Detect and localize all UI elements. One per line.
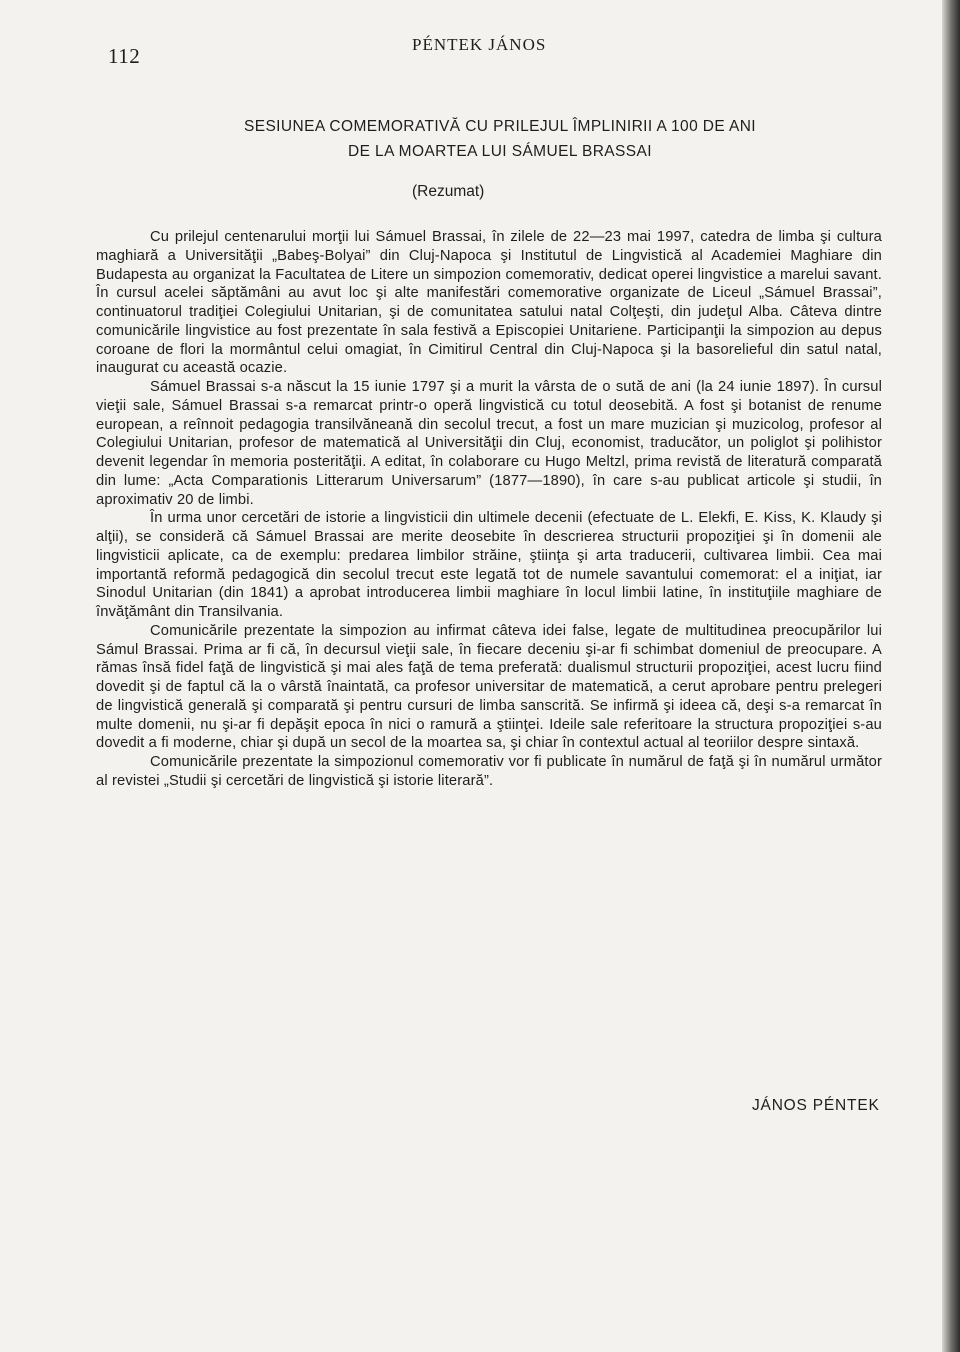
article-body [96,228,882,791]
article-subtitle: (Rezumat) [412,183,485,200]
paragraph-5: Comunicările prezentate la simpozionul comemorativ vor fi publicate în numărul de faţă şi în numărul următor al revistei „Studii şi cercetări de lingvistică şi istorie literară”. [96,754,882,789]
article-title-line-2: DE LA MOARTEA LUI SÁMUEL BRASSAI [348,143,652,160]
page-edge-shadow [942,0,960,1352]
article-title [120,114,880,164]
paragraph-2: Sámuel Brassai s-a născut la 15 iunie 1797 şi a murit la vârsta de o sută de ani (la 24 iunie 1897). În cursul vieţii sale, Sámuel Brassai s-a remarcat printr-o operă lingvistică cu totul deosebită. A fost şi botanist de renume european, a reînnoit pedagogia transilvăneană din secolul trecut, a fost un mare muzician şi muzicolog, profesor al Colegiului Unitarian, profesor de matematică al Universităţii din Cluj, economist, traducător, un poliglot şi polihistor devenit legendar în memoria posterităţii. A editat, în colaborare cu Hugo Meltzl, prima revistă de literatură comparată din lume: „Acta Comparationis Litterarum Universarum” (1877—1890), în care s-au publicat articole şi studii, în aproximativ 20 de limbi. [96,379,882,508]
author-signature: JÁNOS PÉNTEK [752,1097,880,1114]
paragraph-1: Cu prilejul centenarului morţii lui Sámuel Brassai, în zilele de 22—23 mai 1997, catedra de limba şi cultura maghiară a Universităţii „Babeş-Bolyai” din Cluj-Napoca şi Institutul de Lingvistică al Academiei Maghiare din Budapesta au organizat la Facultatea de Litere un simpozion comemorativ, dedicat operei lingvistice a marelui savant. În cursul acelei săptămâni au avut loc şi alte manifestări comemorative organizate de Liceul „Sámuel Brassai”, continuatorul tradiţiei Colegiului Unitarian, şi de comunitatea satului natal Colţeşti, din judeţul Alba. Câteva dintre comunicările lingvistice au fost prezentate în sala festivă a Episcopiei Unitariene. Participanţii la simpozion au depus coroane de flori la mormântul celui omagiat, în Cimitirul Central din Cluj-Napoca şi la basorelieful din satul natal, inaugurat cu această ocazie. [96,229,882,377]
article-title-line-1: SESIUNEA COMEMORATIVĂ CU PRILEJUL ÎMPLINIRII A 100 DE ANI [243,118,757,135]
paragraph-3: În urma unor cercetări de istorie a lingvisticii din ultimele decenii (efectuate de L. Elekfi, E. Kiss, K. Klaudy şi alţii), se consideră că Sámuel Brassai are merite deosebite în descrierea structurii propoziţiei şi în domenii ale lingvisticii aplicate, ca de exemplu: predarea limbilor străine, ştiinţa şi arta traducerii, cultivarea limbii. Cea mai importantă reformă pedagogică din secolul trecut este legată tot de numele savantului comemorat: el a iniţiat, iar Sinodul Unitarian (din 1841) a aprobat introducerea limbii maghiare în locul limbii latine, în instituţiile maghiare de învăţământ din Transilvania. [96,510,882,620]
paragraph-4: Comunicările prezentate la simpozion au infirmat câteva idei false, legate de multitudinea preocupărilor lui Sámul Brassai. Prima ar fi că, în decursul vieţii sale, în fiecare deceniu şi-ar fi schimbat domeniul de preocupare. A rămas însă fidel faţă de lingvistică şi mai ales faţă de tema preferată: dualismul structurii propoziţiei, acest lucru fiind dovedit şi de faptul că la o vârstă înaintată, ca profesor universitar de matematică, a cerut aprobare pentru prelegeri de lingvistică generală şi comparată şi pentru cursuri de limba sanscrită. Se infirmă şi ideea că, deşi s-a remarcat în multe domenii, nu şi-ar fi depăşit epoca în nici o ramură a ştiinţei. Ideile sale referitoare la structura propoziţiei s-au dovedit a fi moderne, chiar şi după un secol de la moartea sa, şi chiar în contextul actual al teoriilor despre sintaxă. [96,622,882,752]
running-head: PÉNTEK JÁNOS [412,35,547,54]
page-number: 112 [108,44,141,68]
